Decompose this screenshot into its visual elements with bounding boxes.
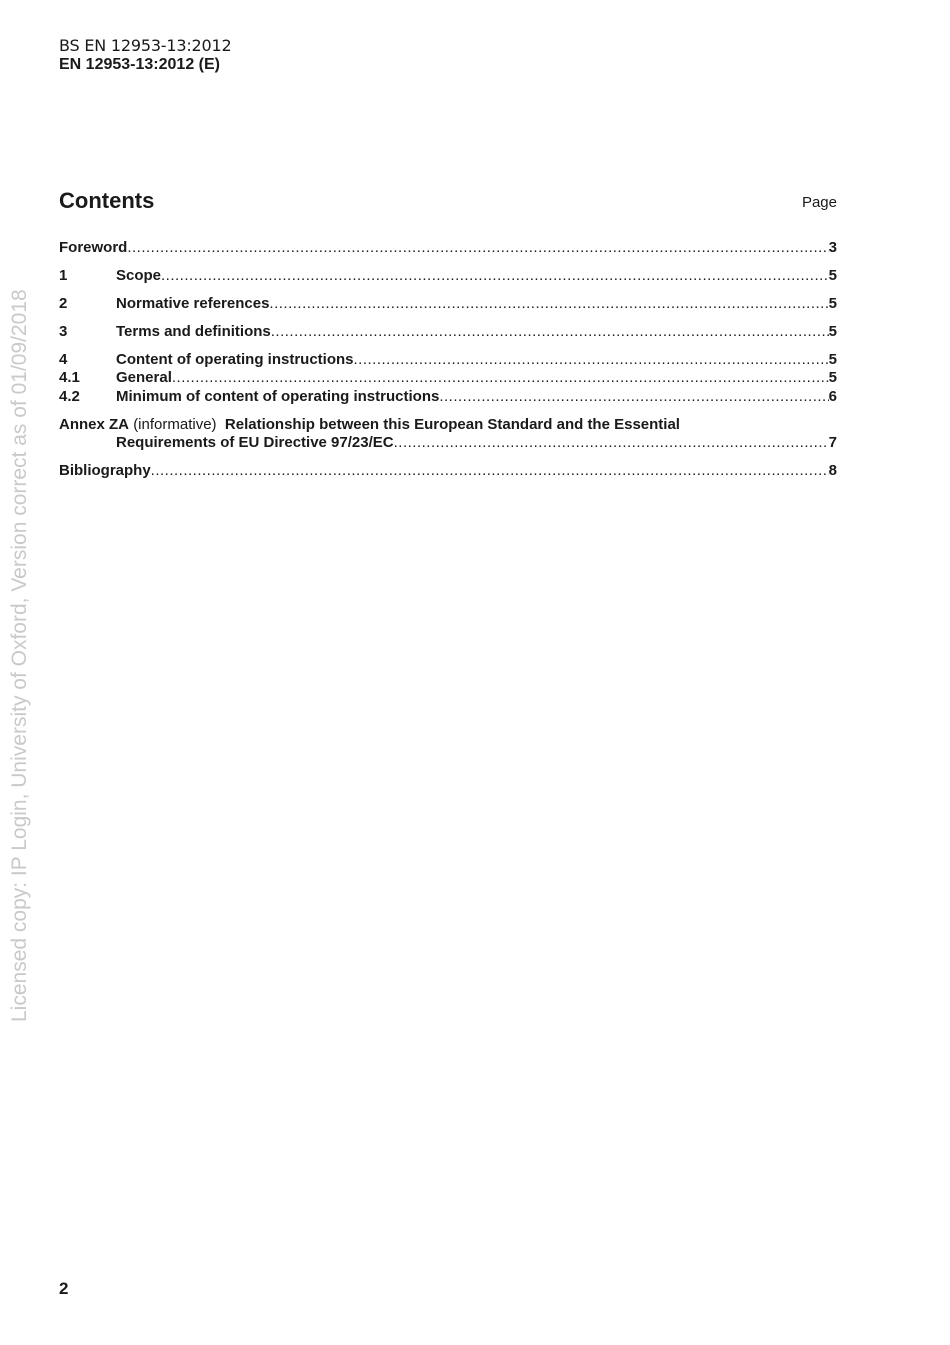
toc-entry-title: General [116, 369, 172, 386]
toc-leader-dots [127, 238, 828, 257]
toc-entry-normative-references[interactable] [59, 294, 837, 313]
toc-entry-operating-instructions[interactable] [59, 350, 837, 369]
toc-entry-number: 4.2 [59, 388, 80, 405]
toc-entry-minimum-content[interactable] [59, 387, 837, 406]
toc-entry-number: 4.1 [59, 369, 80, 386]
contents-title: Contents [59, 188, 155, 213]
toc-entry-title: Foreword [59, 239, 128, 256]
toc-entry-page: 5 [828, 295, 837, 312]
toc-entry-bibliography[interactable] [59, 461, 837, 480]
toc-entry-title: Terms and definitions [116, 323, 271, 340]
toc-entry-page: 3 [828, 239, 837, 256]
toc-entry-number: 4 [59, 351, 68, 368]
toc-entry-annex-za[interactable] [59, 415, 680, 434]
toc-leader-dots [172, 368, 829, 387]
toc-entry-number: 3 [59, 323, 68, 340]
toc-entry-page: 5 [828, 351, 837, 368]
toc-entry-scope[interactable] [59, 266, 837, 285]
toc-leader-dots [439, 387, 828, 406]
toc-entry-number: 2 [59, 295, 68, 312]
toc-entry-title: Scope [116, 267, 162, 284]
license-watermark: Licensed copy: IP Login, University of Oxford, Version correct as of 01/09/2018 [8, 289, 31, 1022]
toc-entry-general[interactable] [59, 368, 837, 387]
toc-entry-title: Minimum of content of operating instructions [116, 388, 440, 405]
toc-entry-page: 6 [828, 388, 837, 405]
annex-title-line2: Requirements of EU Directive 97/23/EC [116, 434, 394, 451]
page-column-label: Page [801, 194, 837, 211]
toc-entry-foreword[interactable] [59, 238, 837, 257]
toc-leader-dots [269, 294, 828, 313]
toc-entry-terms-definitions[interactable] [59, 322, 837, 341]
toc-leader-dots [151, 461, 829, 480]
toc-leader-dots [394, 433, 829, 452]
toc-entry-annex-za-continued[interactable] [116, 433, 837, 452]
toc-entry-number: 1 [59, 267, 68, 284]
toc-entry-page: 5 [828, 267, 837, 284]
toc-entry-page: 8 [828, 462, 837, 479]
toc-entry-title: Bibliography [59, 462, 151, 479]
document-id: BS EN 12953-13:2012 [59, 36, 232, 55]
toc-leader-dots [354, 350, 829, 369]
page-number: 2 [59, 1279, 69, 1298]
document-id-en: EN 12953-13:2012 (E) [59, 56, 220, 73]
toc-entry-title: Content of operating instructions [116, 351, 354, 368]
toc-entry-page: 7 [828, 434, 837, 451]
annex-type: (informative) [133, 416, 217, 433]
annex-label: Annex ZA [59, 416, 130, 433]
toc-entry-page: 5 [828, 369, 837, 386]
toc-leader-dots [271, 322, 829, 341]
annex-title-line1: Relationship between this European Standard and the Essential [224, 416, 680, 433]
toc-entry-title: Normative references [116, 295, 270, 312]
toc-leader-dots [161, 266, 829, 285]
toc-entry-page: 5 [828, 323, 837, 340]
